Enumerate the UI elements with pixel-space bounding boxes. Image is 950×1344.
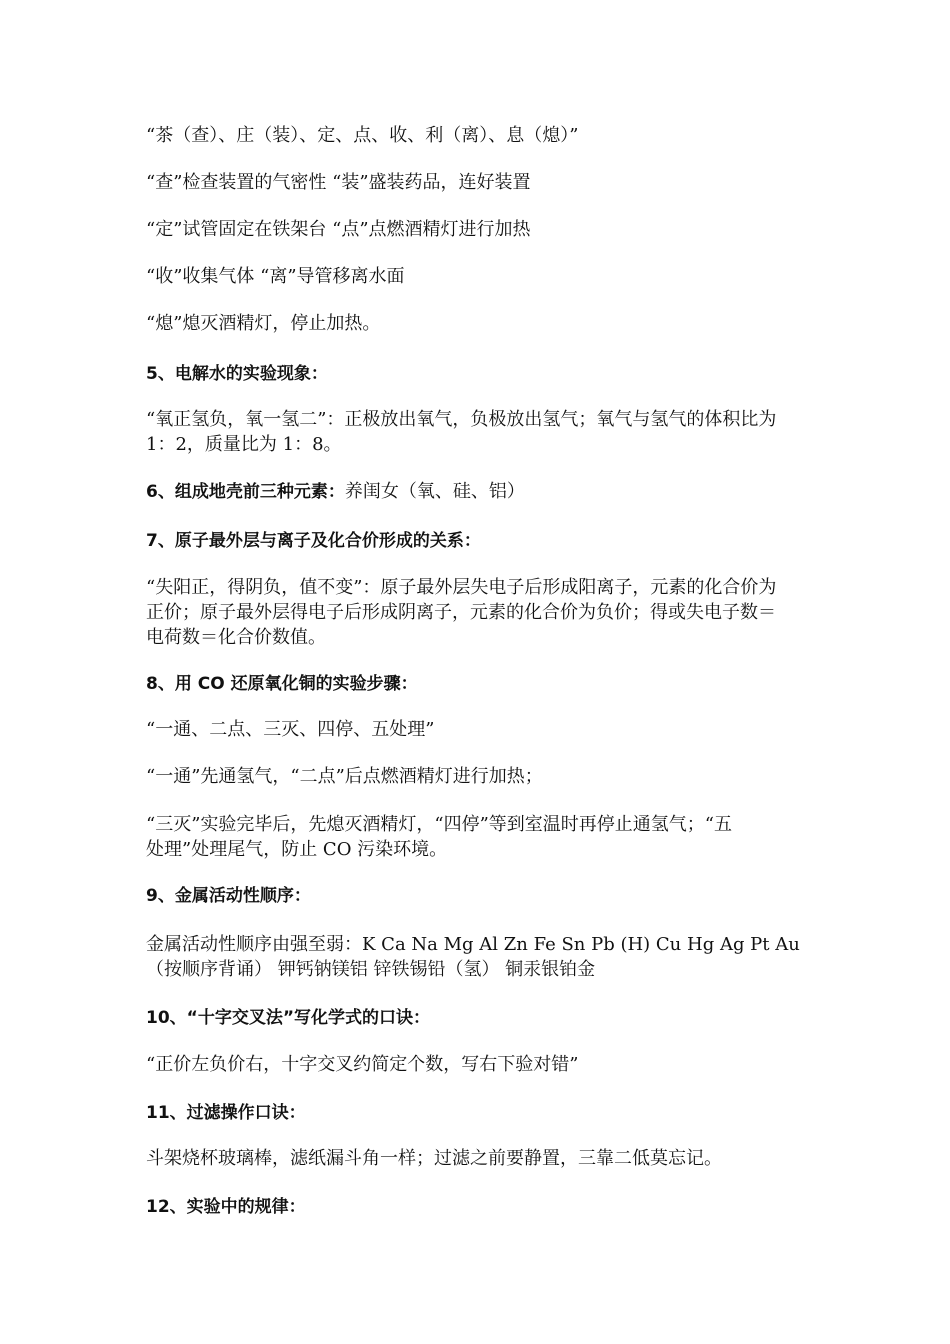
paragraph-line: 正价；原子最外层得电子后形成阴离子，元素的化合价为负价；得或失电子数＝: [146, 602, 776, 623]
mnemonic-line: “茶（查）、庄（装）、定、点、收、利（离）、息（熄）”: [146, 125, 579, 146]
section-paragraph-9: [146, 932, 810, 982]
mnemonic-line: “一通、二点、三灭、四停、五处理”: [146, 719, 435, 740]
section-heading-6-row: [146, 480, 811, 504]
section-heading-12: 12、实验中的规律：: [146, 1197, 306, 1217]
section-paragraph-5: [146, 407, 810, 457]
mnemonic-line: “正价左负价右，十字交叉约简定个数，写右下验对错”: [146, 1054, 579, 1075]
paragraph-line: 处理”处理尾气，防止 CO 污染环境。: [146, 839, 448, 860]
paragraph-line: 1：2，质量比为 1：8。: [146, 434, 342, 455]
section-heading-5: 5、电解水的实验现象：: [146, 364, 328, 384]
paragraph-line: （按顺序背诵） 钾钙钠镁铝 锌铁锡铅（氢） 铜汞银铂金: [146, 959, 596, 980]
step-line-extinguish: “熄”熄灭酒精灯，停止加热。: [146, 313, 381, 334]
section-heading-7: 7、原子最外层与离子及化合价形成的关系：: [146, 531, 481, 551]
section-heading-10: 10、“十字交叉法”写化学式的口诀：: [146, 1008, 431, 1028]
step-line: “一通”先通氢气，“二点”后点燃酒精灯进行加热；: [146, 766, 543, 787]
section-paragraph-7: [146, 575, 810, 650]
paragraph-line: “三灭”实验完毕后，先熄灭酒精灯，“四停”等到室温时再停止通氢气；“五: [146, 814, 733, 835]
paragraph-line: 斗架烧杯玻璃棒，滤纸漏斗角一样；过滤之前要静置，三靠二低莫忘记。: [146, 1148, 722, 1169]
step-line-collect-remove: “收”收集气体 “离”导管移离水面: [146, 266, 405, 287]
section-paragraph-8: [146, 812, 810, 862]
paragraph-line: 电荷数＝化合价数值。: [146, 627, 326, 648]
heading-6-text: 养闺女（氧、硅、铝）: [344, 481, 525, 502]
section-heading-9: 9、金属活动性顺序：: [146, 886, 311, 906]
paragraph-line: “氧正氢负，氧一氢二”：正极放出氧气，负极放出氢气；氧气与氢气的体积比为: [146, 409, 777, 430]
paragraph-line: “失阳正，得阴负，值不变”：原子最外层失电子后形成阳离子，元素的化合价为: [146, 577, 777, 598]
paragraph-line: 金属活动性顺序由强至弱：K Ca Na Mg Al Zn Fe Sn Pb (H) Cu Hg Ag Pt Au: [146, 934, 800, 955]
section-heading-8: 8、用 CO 还原氧化铜的实验步骤：: [146, 674, 418, 694]
section-heading-6: 6、组成地壳前三种元素：: [146, 482, 345, 502]
step-line-check-load: “查”检查装置的气密性 “装”盛装药品，连好装置: [146, 172, 531, 193]
section-heading-11: 11、过滤操作口诀：: [146, 1103, 306, 1123]
step-line-fix-light: “定”试管固定在铁架台 “点”点燃酒精灯进行加热: [146, 219, 531, 240]
